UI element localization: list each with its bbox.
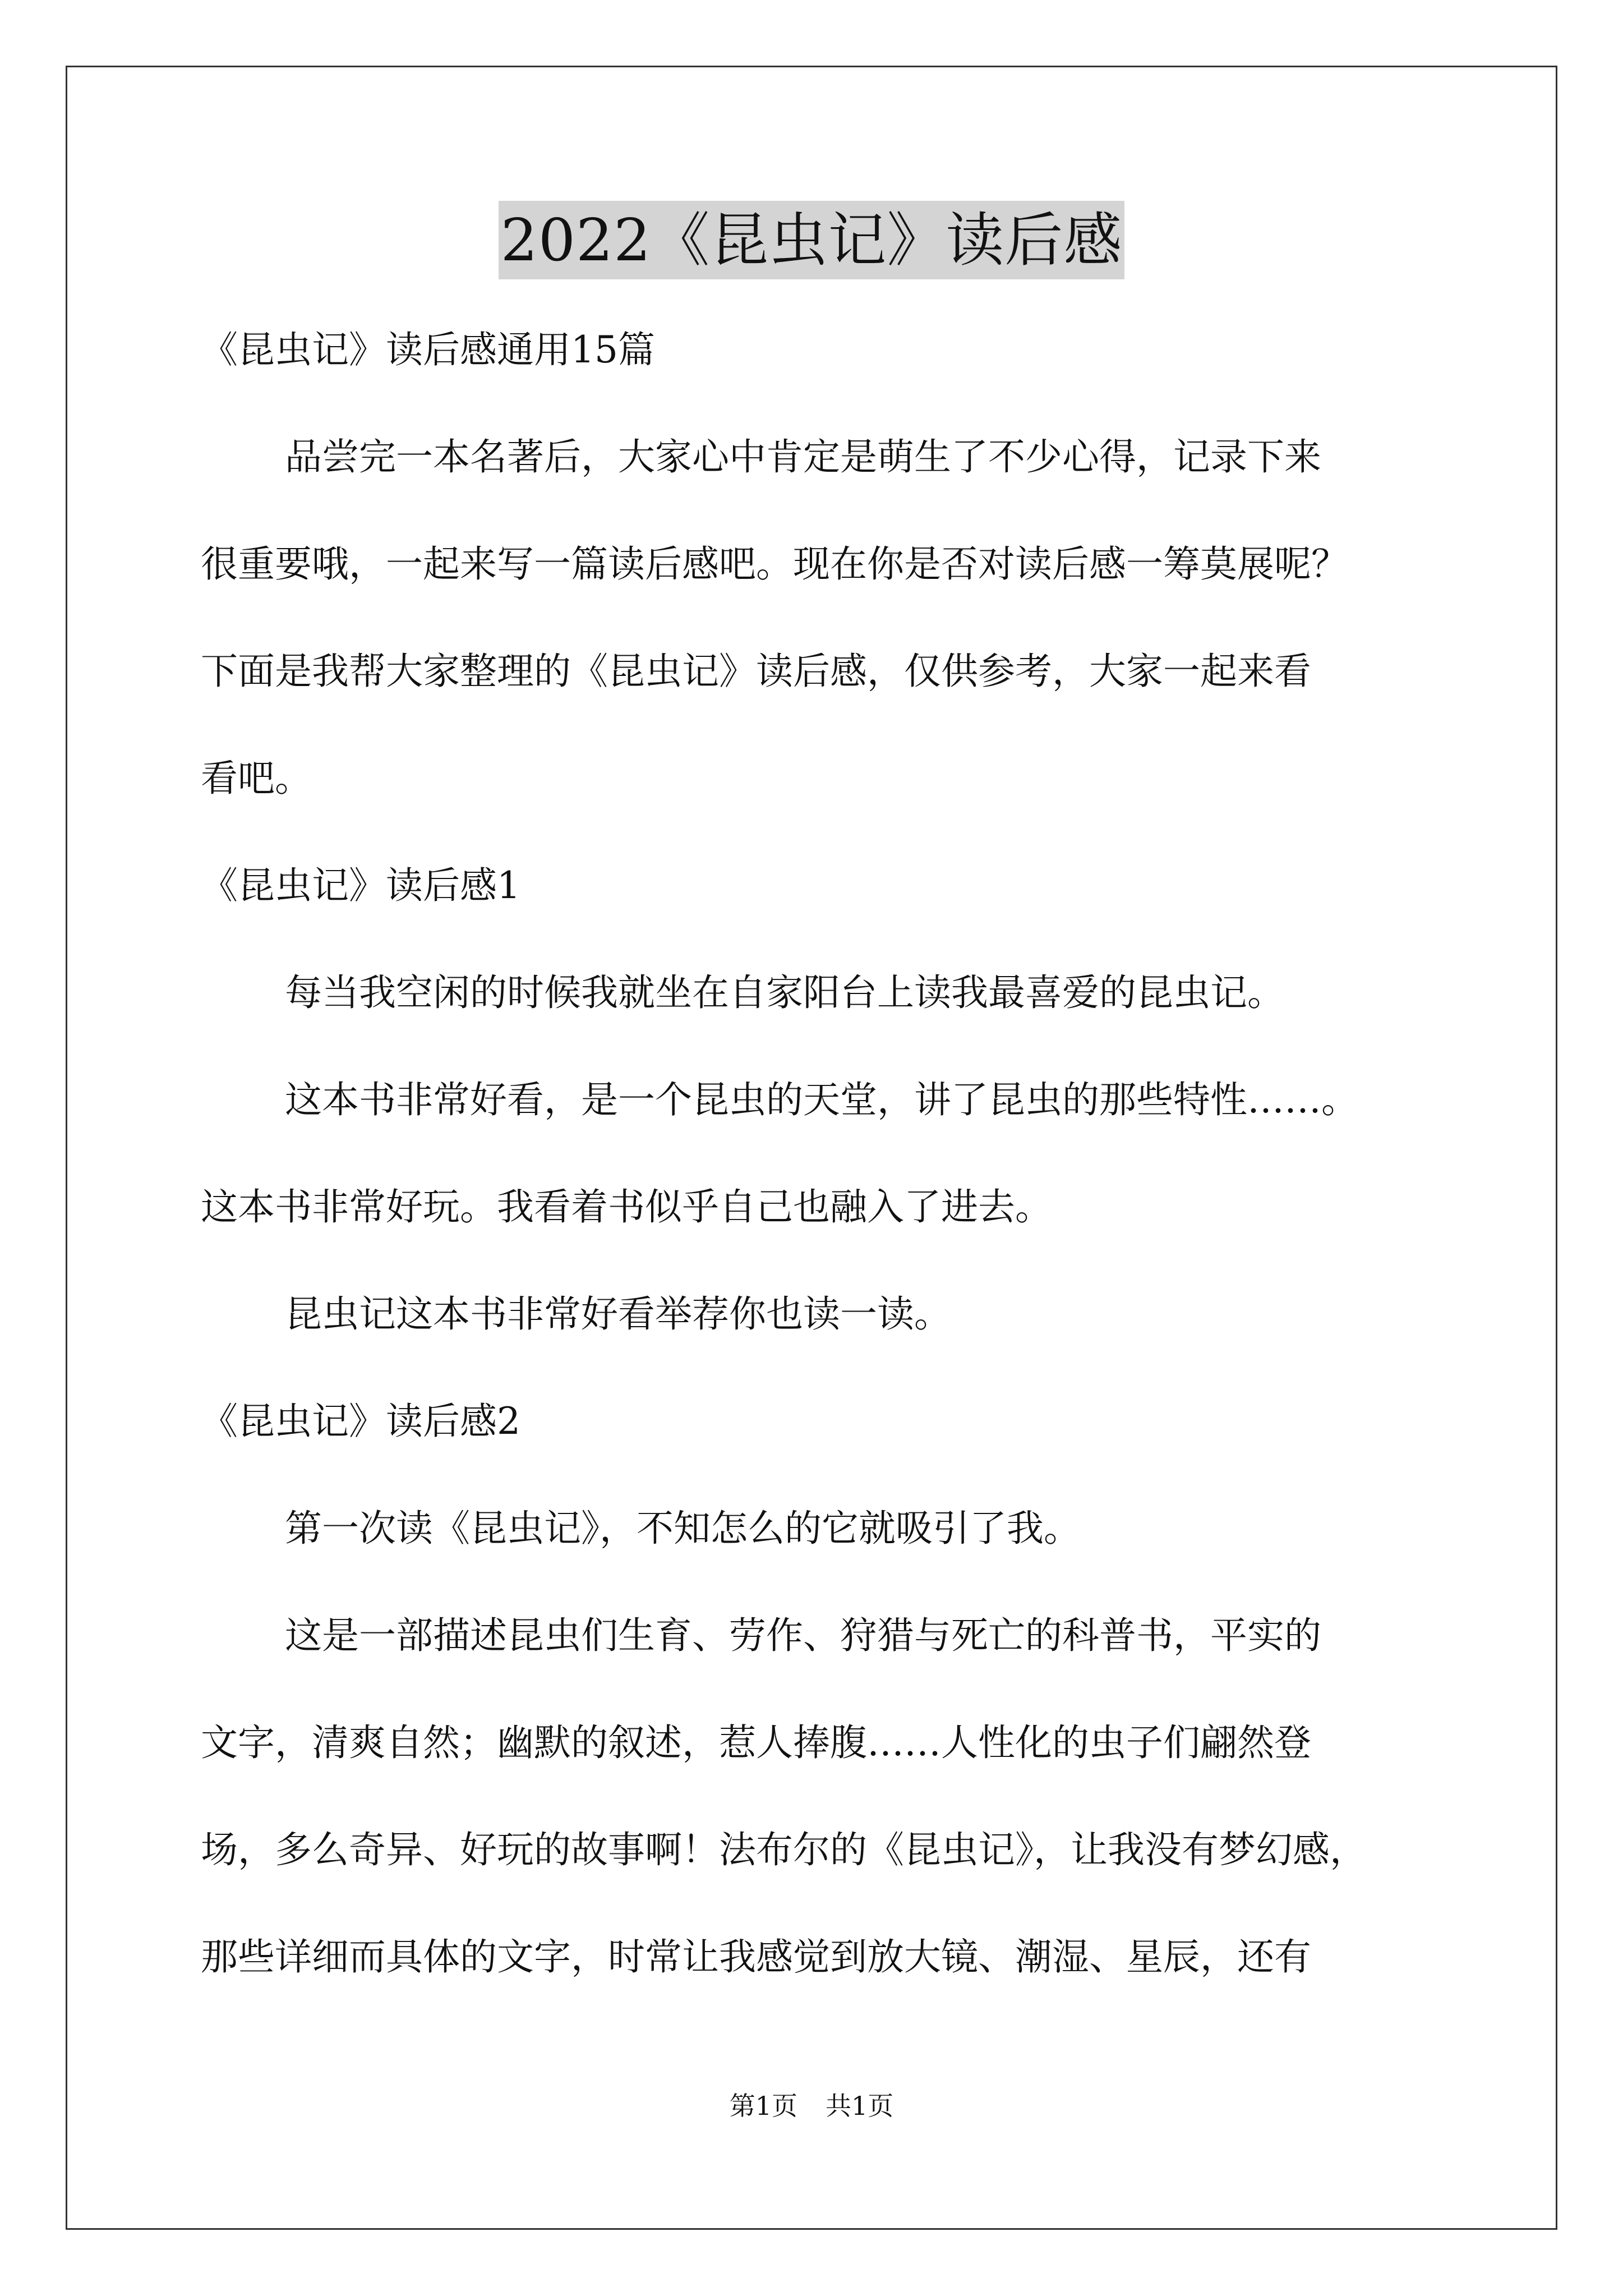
body-line: 看吧。	[201, 757, 312, 800]
document-body	[201, 296, 1435, 2010]
body-line: 每当我空闲的时候我就坐在自家阳台上读我最喜爱的昆虫记。	[285, 971, 1284, 1014]
section-heading: 《昆虫记》读后感1	[201, 864, 520, 907]
page-number: 第1页	[729, 2091, 797, 2121]
body-line: 很重要哦，一起来写一篇读后感吧。现在你是否对读后感一筹莫展呢？	[201, 542, 1348, 586]
body-line: 这本书非常好看，是一个昆虫的天堂，讲了昆虫的那些特性……。	[285, 1078, 1358, 1121]
document-title: 2022《昆虫记》读后感	[499, 201, 1125, 279]
body-line: 第一次读《昆虫记》，不知怎么的它就吸引了我。	[285, 1507, 1081, 1550]
body-line: 《昆虫记》读后感通用15篇	[201, 328, 655, 371]
page-footer	[0, 2089, 1623, 2123]
section-heading: 《昆虫记》读后感2	[201, 1400, 520, 1443]
body-line: 这本书非常好玩。我看着书似乎自己也融入了进去。	[201, 1185, 1052, 1228]
title-container	[0, 201, 1623, 279]
body-line: 昆虫记这本书非常好看举荐你也读一读。	[285, 1292, 951, 1336]
body-line: 这是一部描述昆虫们生育、劳作、狩猎与死亡的科普书，平实的	[285, 1614, 1321, 1657]
body-line: 品尝完一本名著后，大家心中肯定是萌生了不少心得，记录下来	[285, 435, 1321, 478]
body-line: 下面是我帮大家整理的《昆虫记》读后感，仅供参考，大家一起来看	[201, 650, 1311, 693]
body-line: 那些详细而具体的文字，时常让我感觉到放大镜、潮湿、星辰，还有	[201, 1935, 1311, 1978]
body-line: 文字，清爽自然；幽默的叙述，惹人捧腹……人性化的虫子们翩然登	[201, 1721, 1311, 1764]
body-line: 场，多么奇异、好玩的故事啊！法布尔的《昆虫记》，让我没有梦幻感，	[201, 1828, 1367, 1871]
page-total: 共1页	[826, 2091, 894, 2121]
